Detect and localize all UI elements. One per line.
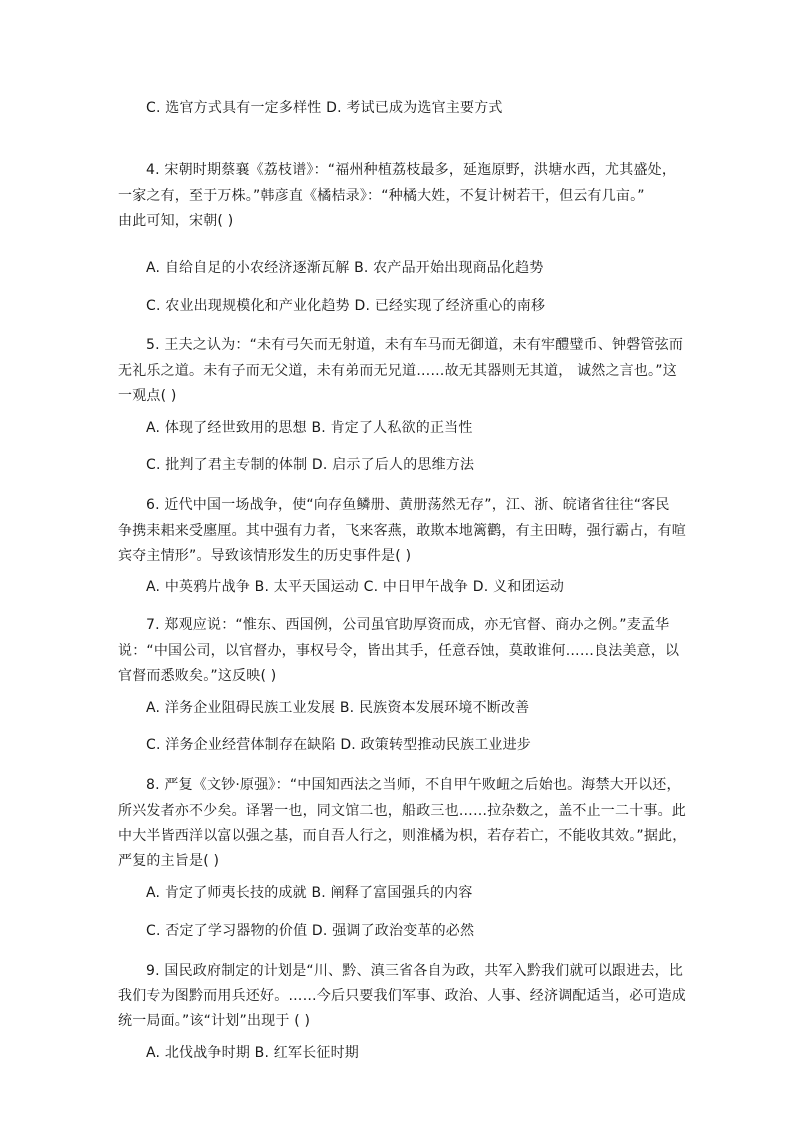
q7-stem-line-3: 官督而悉败矣。”这反映( )	[118, 668, 277, 684]
q9-options-ab: A. 北伐战争时期 B. 红军长征时期	[146, 1045, 359, 1061]
q5-options-ab: A. 体现了经世致用的思想 B. 肯定了人私欲的正当性	[146, 420, 473, 436]
q4-stem-line-1: 4. 宋朝时期蔡襄《荔枝谱》：“福州种植荔枝最多，延迤原野，洪塘水西，尤其盛处，	[146, 162, 677, 178]
q4-options-ab: A. 自给自足的小农经济逐渐瓦解 B. 农产品开始出现商品化趋势	[146, 260, 544, 276]
q5-stem-line-2: 无礼乐之道。未有子而无父道，未有弟而无兄道……故无其器则无其道， 诚然之言也。”这	[118, 363, 677, 379]
q7-stem-line-1: 7. 郑观应说：“惟东、西国例，公司虽官助厚资而成，亦无官督、商办之例。”麦孟华	[146, 617, 670, 633]
q5-options-cd: C. 批判了君主专制的体制 D. 启示了后人的思维方法	[146, 457, 475, 473]
q9-stem-line-1: 9. 国民政府制定的计划是“川、黔、滇三省各自为政，共军入黔我们就可以跟进去，比	[146, 963, 684, 979]
q6-stem-line-2: 争携耒耜来受廛厘。其中强有力者，飞来客燕，敢欺本地篱鹳，有主田畴，强行霸占，有喧	[118, 523, 686, 539]
q8-options-cd: C. 否定了学习器物的价值 D. 强调了政治变革的必然	[146, 923, 475, 939]
q9-stem-line-2: 我们专为图黔而用兵还好。……今后只要我们军事、政治、人事、经济调配适当，必可造成	[118, 988, 686, 1004]
q8-stem-line-1: 8. 严复《文钞·原强》：“中国知西法之当师，不自甲午败衄之后始也。海禁大开以还，	[146, 777, 681, 793]
q8-stem-line-2: 所兴发者亦不少矣。译署一也，同文馆二也，船政三也……拉杂数之，盖不止一二十事。此	[118, 803, 686, 819]
q6-options: A. 中英鸦片战争 B. 太平天国运动 C. 中日甲午战争 D. 义和团运动	[146, 579, 565, 595]
q7-options-ab: A. 洋务企业阻碍民族工业发展 B. 民族资本发展环境不断改善	[146, 700, 530, 716]
q8-stem-line-4: 严复的主旨是( )	[118, 853, 220, 869]
q6-stem-line-3: 宾夺主情形”。导致该情形发生的历史事件是( )	[118, 548, 412, 564]
q6-stem-line-1: 6. 近代中国一场战争，使“向存鱼鳞册、黄册荡然无存”，江、浙、皖诸省往往“客民	[146, 497, 670, 513]
q8-stem-line-3: 中大半皆西洋以富以强之基，而自吾人行之，则淮橘为枳，若存若亡，不能收其效。”据此，	[118, 828, 687, 844]
q4-stem-line-2: 一家之有，至于万株。”韩彦直《橘桔录》：“种橘大姓，不复计树若干，但云有几亩。”	[118, 188, 645, 204]
q7-options-cd: C. 洋务企业经营体制存在缺陷 D. 政策转型推动民族工业进步	[146, 737, 532, 753]
q7-stem-line-2: 说：“中国公司，以官督办，事权号令，皆出其手，任意吞蚀，莫敢谁何……良法美意，以	[118, 643, 680, 659]
q3-options-cd: C. 选官方式具有一定多样性 D. 考试已成为选官主要方式	[146, 100, 503, 116]
q4-options-cd: C. 农业出现规模化和产业化趋势 D. 已经实现了经济重心的南移	[146, 298, 546, 314]
q4-stem-line-3: 由此可知，宋朝( )	[118, 213, 234, 229]
q5-stem-line-1: 5. 王夫之认为：“未有弓矢而无射道，未有车马而无御道，未有牢醴璧币、钟磬管弦而	[146, 337, 684, 353]
q9-stem-line-3: 统一局面。”该“计划”出现于 ( )	[118, 1013, 311, 1029]
q8-options-ab: A. 肯定了师夷长技的成就 B. 阐释了富国强兵的内容	[146, 885, 473, 901]
q5-stem-line-3: 一观点( )	[118, 388, 177, 404]
